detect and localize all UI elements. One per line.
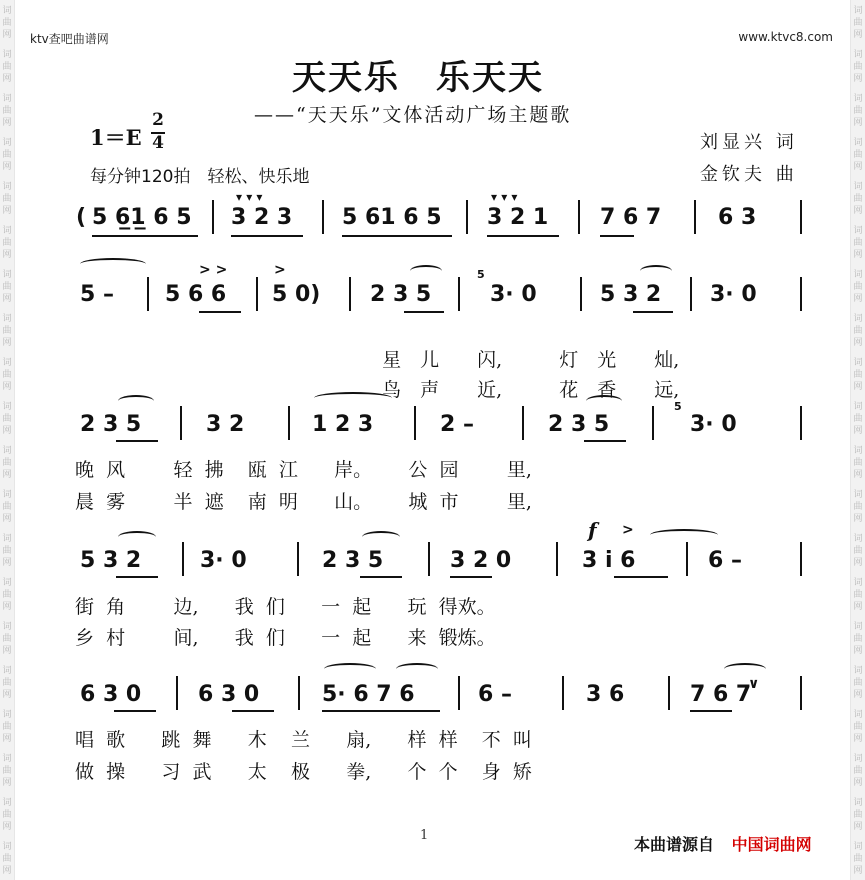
watermark-char: 曲: [2, 678, 12, 688]
barline: [180, 406, 182, 440]
watermark-char: 词: [2, 710, 12, 720]
notes-m2: 6 3 0: [198, 682, 260, 707]
barline: [256, 277, 258, 311]
notes-m1: 2 3 5: [80, 412, 142, 437]
barline: [458, 676, 460, 710]
barline: [668, 676, 670, 710]
watermark-char: 网: [853, 426, 863, 436]
watermark-char: 网: [853, 118, 863, 128]
watermark-char: 网: [853, 162, 863, 172]
lyric-char: 灿,: [654, 349, 680, 371]
watermark-char: 网: [2, 734, 12, 744]
site-url-right[interactable]: www.ktvc8.com: [738, 30, 833, 44]
beam: [92, 235, 198, 237]
barline: [349, 277, 351, 311]
barline: [800, 542, 802, 576]
watermark-char: 网: [853, 690, 863, 700]
watermark-char: 曲: [2, 414, 12, 424]
left-watermark-strip: [0, 0, 15, 880]
notes-m4: 6 –: [478, 682, 512, 707]
beam: [487, 235, 559, 237]
grace-note: 5: [477, 268, 485, 281]
watermark-char: 网: [853, 206, 863, 216]
lyric-char: 闪,: [477, 349, 503, 371]
watermark-char: 曲: [853, 458, 863, 468]
barline: [690, 277, 692, 311]
notes-m6: 3· 0: [690, 412, 737, 437]
watermark-char: 网: [2, 162, 12, 172]
watermark-char: 曲: [2, 810, 12, 820]
beam: [450, 576, 492, 578]
watermark-char: 网: [853, 74, 863, 84]
watermark-char: 词: [2, 226, 12, 236]
watermark-char: 曲: [853, 678, 863, 688]
slur-arc: [118, 531, 156, 543]
beam: [232, 710, 274, 712]
watermark-char: 网: [2, 30, 12, 40]
watermark-char: 曲: [2, 458, 12, 468]
beam: [231, 235, 303, 237]
notes-m2: 5 6 6: [165, 282, 227, 307]
beam: [690, 710, 732, 712]
watermark-char: 曲: [853, 18, 863, 28]
watermark-char: 曲: [853, 766, 863, 776]
watermark-char: 词: [853, 578, 863, 588]
watermark-char: 曲: [853, 106, 863, 116]
watermark-char: 曲: [2, 106, 12, 116]
dynamic-marking: f: [588, 518, 597, 542]
barline: [522, 406, 524, 440]
watermark-char: 词: [853, 50, 863, 60]
notes-m2: 3 2: [206, 412, 245, 437]
watermark-char: 曲: [2, 62, 12, 72]
notes-m5: 2 3 5: [548, 412, 610, 437]
watermark-char: 网: [2, 118, 12, 128]
song-subtitle: ——“天天乐”文体活动广场主题歌: [254, 104, 572, 126]
lyrics-line3-verse1: 晚 风 轻 拂 瓯 江 岸。 公 园 里,: [75, 459, 532, 481]
watermark-char: 词: [2, 182, 12, 192]
notes-m4: 3 2 0: [450, 548, 512, 573]
watermark-char: 网: [853, 382, 863, 392]
lyric-char: 光: [597, 349, 617, 371]
watermark-char: 网: [853, 866, 863, 876]
watermark-char: 曲: [853, 854, 863, 864]
watermark-char: 词: [2, 534, 12, 544]
barline: [800, 406, 802, 440]
barline: [288, 406, 290, 440]
watermark-char: 曲: [2, 238, 12, 248]
watermark-char: 网: [853, 558, 863, 568]
source-credit: [634, 832, 812, 855]
watermark-char: 词: [2, 6, 12, 16]
watermark-char: 网: [853, 646, 863, 656]
composer-credit: 金钦夫 曲: [700, 164, 798, 185]
tie-arc: [650, 529, 718, 541]
watermark-char: 曲: [853, 238, 863, 248]
slur-arc: [410, 265, 442, 277]
barline: [298, 676, 300, 710]
watermark-char: 词: [853, 666, 863, 676]
watermark-char: 词: [2, 622, 12, 632]
slur-arc: [118, 395, 154, 407]
lyric-char: 远,: [654, 379, 680, 401]
lyrics-line3-verse2: 晨 雾 半 遮 南 明 山。 城 市 里,: [75, 491, 532, 513]
source-text: 本曲谱源自: [634, 835, 715, 854]
watermark-char: 曲: [2, 722, 12, 732]
watermark-char: 网: [853, 338, 863, 348]
watermark-char: 词: [2, 50, 12, 60]
watermark-char: 网: [853, 470, 863, 480]
right-watermark-strip: [850, 0, 865, 880]
beam: [404, 311, 444, 313]
watermark-char: 网: [2, 250, 12, 260]
barline: [466, 200, 468, 234]
barline: [800, 200, 802, 234]
watermark-char: 曲: [853, 62, 863, 72]
watermark-char: 曲: [853, 810, 863, 820]
watermark-char: 网: [2, 558, 12, 568]
notes-m7: 3· 0: [710, 282, 757, 307]
watermark-char: 词: [853, 534, 863, 544]
watermark-char: 词: [853, 798, 863, 808]
notes-m6: 6 3: [718, 205, 757, 230]
notes-m3: 2 3 5: [322, 548, 384, 573]
watermark-char: 曲: [853, 370, 863, 380]
watermark-char: 词: [2, 798, 12, 808]
watermark-char: 网: [853, 514, 863, 524]
watermark-char: 网: [2, 294, 12, 304]
watermark-char: 词: [2, 446, 12, 456]
barline: [686, 542, 688, 576]
lyric-char: 近,: [477, 379, 503, 401]
notes-m1: 5 –: [80, 282, 114, 307]
watermark-char: 曲: [2, 18, 12, 28]
watermark-char: 词: [2, 842, 12, 852]
watermark-char: 网: [2, 778, 12, 788]
watermark-char: 曲: [2, 546, 12, 556]
watermark-char: 词: [853, 490, 863, 500]
watermark-char: 词: [853, 402, 863, 412]
accent-marks: ▾ ▾ ▾: [236, 190, 263, 204]
slur-arc: [640, 265, 672, 277]
watermark-char: 网: [2, 822, 12, 832]
watermark-char: 网: [2, 646, 12, 656]
watermark-char: 曲: [2, 326, 12, 336]
accent-marks: >: [274, 262, 286, 278]
accent-marks: >: [622, 522, 634, 538]
barline: [578, 200, 580, 234]
beam: [114, 710, 156, 712]
notes-m6: 6 –: [708, 548, 742, 573]
watermark-char: 曲: [853, 546, 863, 556]
accent-marks: ▾ ▾ ▾: [491, 190, 518, 204]
song-title: 天天乐 乐天天: [292, 58, 544, 98]
watermark-char: 网: [2, 514, 12, 524]
watermark-char: 词: [2, 666, 12, 676]
watermark-char: 曲: [2, 590, 12, 600]
notes-m1: 5 6̲1̲ 6 5: [92, 205, 192, 230]
barline: [800, 277, 802, 311]
slur-arc: [314, 392, 392, 404]
beam: [342, 235, 452, 237]
watermark-char: 网: [853, 822, 863, 832]
notes-m6: 7 6 7: [690, 682, 752, 707]
barline: [176, 676, 178, 710]
lyric-char: 声: [420, 379, 440, 401]
barline: [297, 542, 299, 576]
barline: [694, 200, 696, 234]
notes-m2: 3· 0: [200, 548, 247, 573]
notes-m5: 7 6 7: [600, 205, 662, 230]
watermark-char: 网: [2, 338, 12, 348]
barline: [580, 277, 582, 311]
watermark-char: 网: [2, 382, 12, 392]
open-paren: (: [76, 205, 87, 230]
notes-m5: 3 6: [586, 682, 625, 707]
lyric-char: 香: [597, 379, 617, 401]
watermark-char: 曲: [853, 194, 863, 204]
beam: [584, 440, 626, 442]
beam: [116, 440, 158, 442]
watermark-char: 词: [853, 94, 863, 104]
watermark-char: 网: [853, 294, 863, 304]
watermark-char: 词: [853, 226, 863, 236]
barline: [182, 542, 184, 576]
barline: [147, 277, 149, 311]
lyric-char: 灯: [559, 349, 579, 371]
watermark-char: 曲: [853, 150, 863, 160]
lyricist-credit: 刘显兴 词: [700, 132, 798, 153]
notes-m5: 3· 0: [490, 282, 537, 307]
watermark-char: 词: [2, 314, 12, 324]
lyric-char: 花: [559, 379, 579, 401]
notes-m4: 3 2 1: [487, 205, 549, 230]
watermark-char: 曲: [2, 370, 12, 380]
watermark-char: 词: [2, 490, 12, 500]
time-signature-bottom: 4: [152, 133, 164, 153]
watermark-char: 曲: [2, 634, 12, 644]
watermark-char: 曲: [853, 502, 863, 512]
notes-m3: 5 0): [272, 282, 321, 307]
watermark-char: 网: [2, 426, 12, 436]
watermark-char: 词: [2, 754, 12, 764]
notes-m4: 2 –: [440, 412, 474, 437]
tempo-marking: 每分钟120拍 轻松、快乐地: [90, 167, 310, 187]
barline: [428, 542, 430, 576]
watermark-char: 词: [2, 94, 12, 104]
barline: [322, 200, 324, 234]
watermark-char: 曲: [853, 634, 863, 644]
breath-mark: ∨: [748, 676, 760, 692]
watermark-char: 网: [2, 690, 12, 700]
watermark-char: 词: [853, 270, 863, 280]
beam: [322, 710, 440, 712]
watermark-char: 网: [853, 778, 863, 788]
lyrics-line5-verse2: 做 操 习 武 太 极 拳, 个 个 身 矫: [75, 761, 532, 783]
site-name-left[interactable]: ktv查吧曲谱网: [30, 32, 109, 46]
source-site-link[interactable]: 中国词曲网: [731, 835, 812, 854]
grace-note: 5: [674, 400, 682, 413]
watermark-char: 词: [853, 446, 863, 456]
barline: [414, 406, 416, 440]
watermark-char: 网: [853, 30, 863, 40]
watermark-char: 网: [2, 206, 12, 216]
slur-arc: [324, 663, 376, 675]
watermark-char: 词: [853, 754, 863, 764]
watermark-char: 网: [853, 734, 863, 744]
barline: [212, 200, 214, 234]
watermark-char: 曲: [853, 282, 863, 292]
watermark-char: 曲: [2, 766, 12, 776]
time-signature-top: 2: [152, 110, 164, 130]
watermark-char: 网: [2, 74, 12, 84]
lyrics-line4-verse2: 乡 村 间, 我 们 一 起 来 锻炼。: [75, 627, 496, 649]
barline: [652, 406, 654, 440]
barline: [556, 542, 558, 576]
watermark-char: 网: [853, 602, 863, 612]
watermark-char: 网: [2, 602, 12, 612]
watermark-char: 词: [853, 182, 863, 192]
watermark-char: 词: [853, 314, 863, 324]
beam: [199, 311, 241, 313]
watermark-char: 网: [2, 470, 12, 480]
lyric-char: 鸟: [382, 379, 402, 401]
beam: [633, 311, 673, 313]
notes-m1: 5 3 2: [80, 548, 142, 573]
notes-m3: 5 61 6 5: [342, 205, 442, 230]
notes-m4: 2 3 5: [370, 282, 432, 307]
watermark-char: 词: [2, 402, 12, 412]
watermark-char: 曲: [2, 282, 12, 292]
slur-arc: [724, 663, 766, 675]
watermark-char: 曲: [2, 502, 12, 512]
notes-m3: 1 2 3: [312, 412, 374, 437]
lyric-char: 星: [382, 349, 402, 371]
beam: [614, 576, 668, 578]
notes-m6: 5 3 2: [600, 282, 662, 307]
page-number: 1: [420, 828, 429, 843]
watermark-char: 词: [853, 710, 863, 720]
watermark-char: 曲: [853, 590, 863, 600]
lyrics-line4-verse1: 街 角 边, 我 们 一 起 玩 得欢。: [75, 596, 496, 618]
barline: [562, 676, 564, 710]
beam: [116, 576, 158, 578]
watermark-char: 曲: [2, 194, 12, 204]
accent-marks: > >: [199, 262, 228, 278]
slur-arc: [362, 531, 400, 543]
watermark-char: 词: [2, 358, 12, 368]
tie-arc: [80, 258, 146, 270]
lyric-char: 儿: [420, 349, 440, 371]
watermark-char: 曲: [853, 414, 863, 424]
watermark-char: 词: [2, 578, 12, 588]
beam: [360, 576, 402, 578]
notes-m3: 5· 6 7 6: [322, 682, 415, 707]
lyrics-line5-verse1: 唱 歌 跳 舞 木 兰 扇, 样 样 不 叫: [75, 729, 532, 751]
barline: [800, 676, 802, 710]
watermark-char: 曲: [853, 722, 863, 732]
key-signature: 1＝E: [90, 125, 142, 150]
watermark-char: 词: [853, 138, 863, 148]
watermark-char: 词: [2, 270, 12, 280]
watermark-char: 网: [2, 866, 12, 876]
watermark-char: 曲: [2, 854, 12, 864]
watermark-char: 词: [853, 358, 863, 368]
watermark-char: 词: [853, 842, 863, 852]
watermark-char: 网: [853, 250, 863, 260]
watermark-char: 词: [2, 138, 12, 148]
slur-arc: [396, 663, 438, 675]
watermark-char: 词: [853, 622, 863, 632]
notes-m5: 3 i 6: [582, 548, 636, 573]
slur-arc: [586, 395, 622, 407]
notes-m2: 3 2 3: [231, 205, 293, 230]
notes-m1: 6 3 0: [80, 682, 142, 707]
barline: [458, 277, 460, 311]
watermark-char: 曲: [2, 150, 12, 160]
watermark-char: 曲: [853, 326, 863, 336]
lyrics-line2-verse2: [370, 353, 679, 402]
watermark-char: 词: [853, 6, 863, 16]
beam: [600, 235, 634, 237]
